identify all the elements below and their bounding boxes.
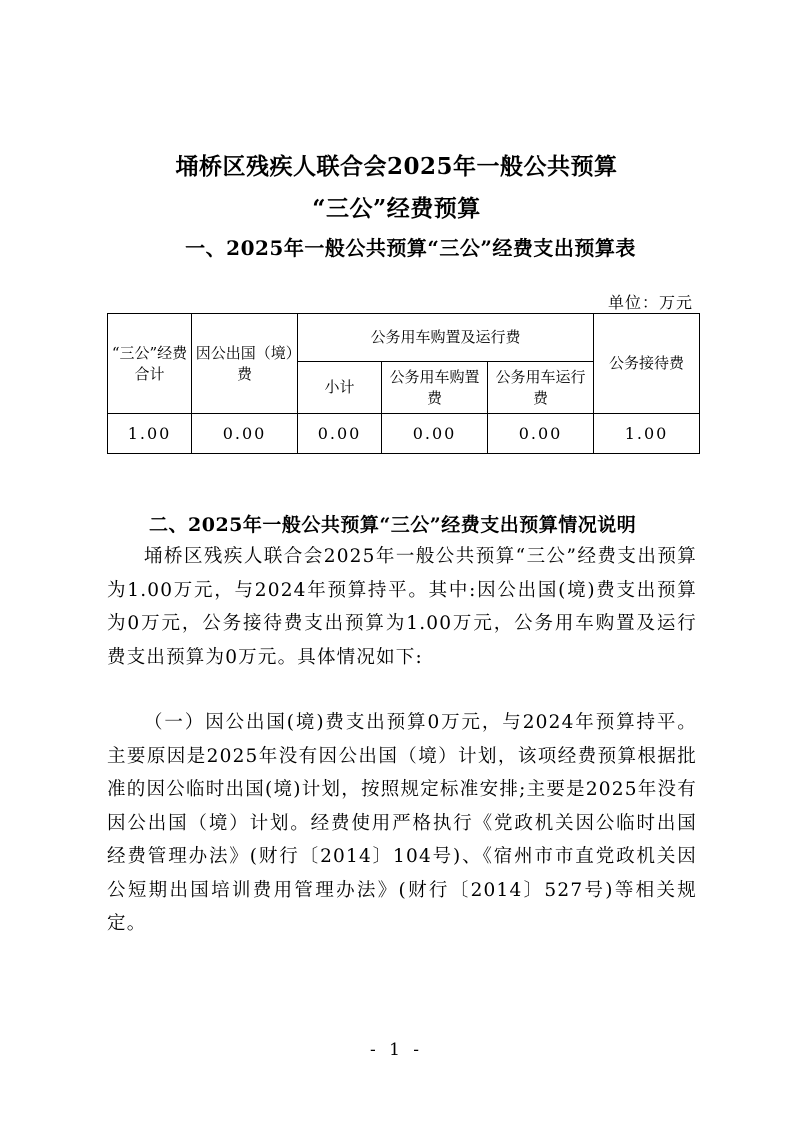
header-reception: 公务接待费 bbox=[594, 314, 700, 414]
page-number: - 1 - bbox=[369, 1040, 424, 1060]
header-subtotal: 小计 bbox=[298, 362, 382, 414]
table-row bbox=[108, 414, 700, 454]
header-total: “三公”经费合计 bbox=[108, 314, 192, 414]
header-vehicle-group: 公务用车购置及运行费 bbox=[298, 314, 594, 362]
section2-title: 二、2025年一般公共预算“三公”经费支出预算情况说明 bbox=[149, 514, 637, 536]
header-abroad: 因公出国（境）费 bbox=[192, 314, 298, 414]
table-header-row bbox=[108, 314, 700, 362]
paragraph-overview: 埇桥区残疾人联合会2025年一般公共预算“三公”经费支出预算为1.00万元，与2024年预算持平。其中:因公出国(境)费支出预算为0万元，公务接待费支出预算为1.00万元，公务用车购置及运行费支出预算为0万元。具体情况如下: bbox=[107, 546, 697, 668]
cell-abroad: 0.00 bbox=[192, 414, 298, 454]
cell-vehicle-purchase: 0.00 bbox=[382, 414, 488, 454]
cell-subtotal: 0.00 bbox=[298, 414, 382, 454]
section1-title: 一、2025年一般公共预算“三公”经费支出预算表 bbox=[185, 236, 636, 260]
paragraph-abroad-expense: （一）因公出国(境)费支出预算0万元，与2024年预算持平。主要原因是2025年没有因公出国（境）计划，该项经费预算根据批准的因公临时出国(境)计划，按照规定标准安排;主要是2025年没有因公出国（境）计划。经费使用严格执行《党政机关因公临时出国经费管理办法》(财行〔2014〕104号)、《宿州市市直党政机关因公短期出国培训费用管理办法》(财行〔2014〕527号)等相关规定。 bbox=[107, 712, 697, 934]
budget-table bbox=[107, 313, 700, 454]
document-title-line1: 埇桥区残疾人联合会2025年一般公共预算 bbox=[175, 153, 618, 180]
cell-reception: 1.00 bbox=[594, 414, 700, 454]
header-vehicle-operation: 公务用车运行费 bbox=[488, 362, 594, 414]
unit-label: 单位：万元 bbox=[607, 293, 693, 312]
cell-total: 1.00 bbox=[108, 414, 192, 454]
cell-vehicle-operation: 0.00 bbox=[488, 414, 594, 454]
header-vehicle-purchase: 公务用车购置费 bbox=[382, 362, 488, 414]
document-title-line2: “三公”经费预算 bbox=[312, 195, 481, 222]
